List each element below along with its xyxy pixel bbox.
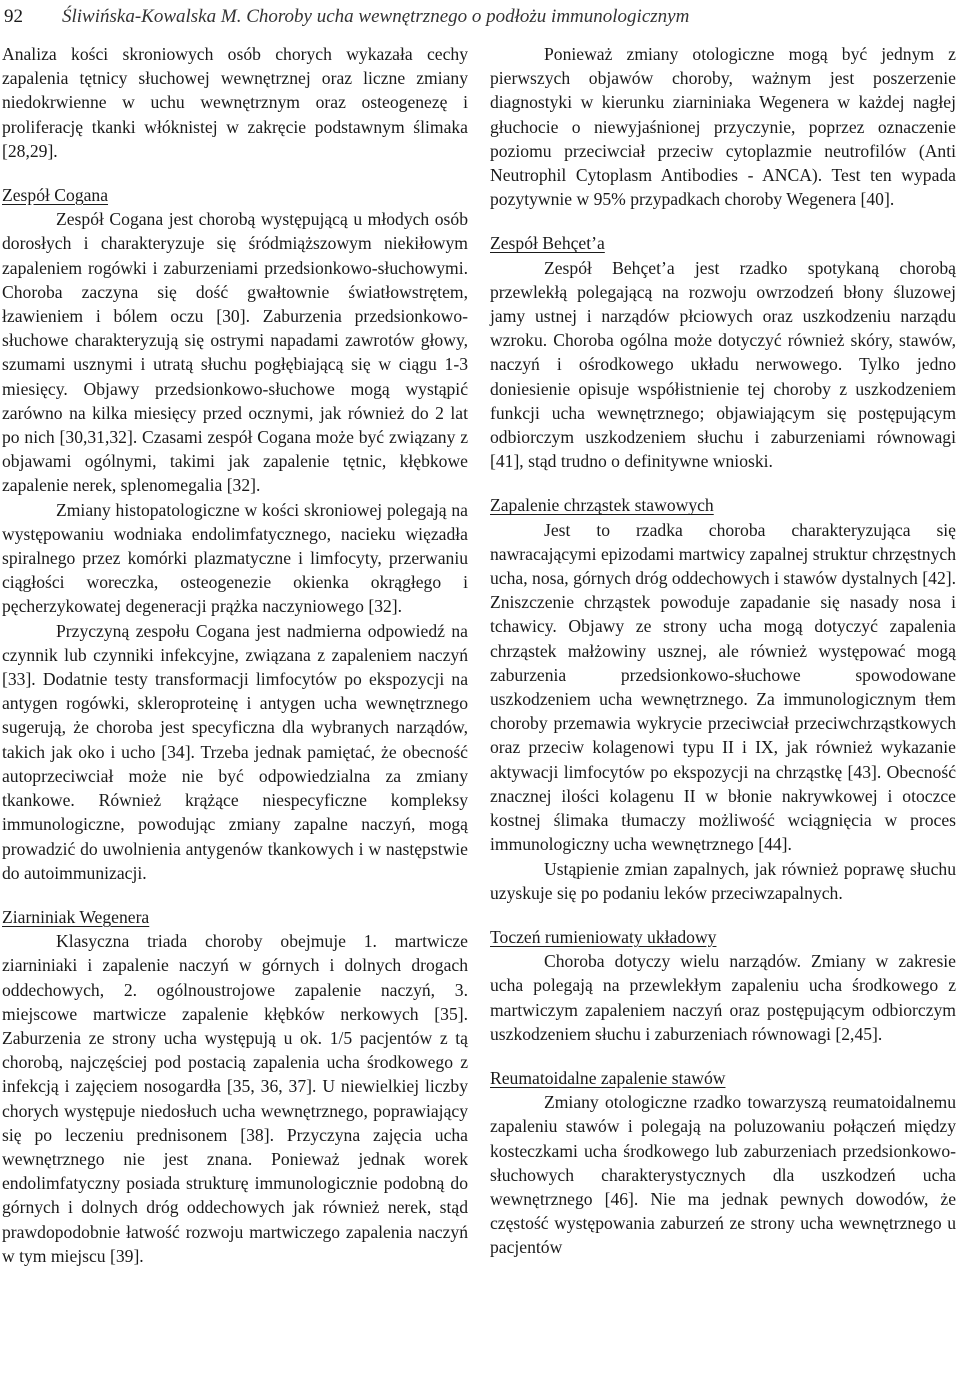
behcet-section [490, 231, 956, 473]
page-number: 92 [4, 6, 23, 27]
behcet-paragraph-1: Zespół Behçet’a jest rzadko spotykaną chorobą przewlekłą polegającą na rozwoju owrzodzeń błony śluzowej jamy ustnej i narządów płciowych oraz uszkodzeniu narządu wzroku. Choroba ogólna może dotyczyć również skóry, stawów, naczyń i ośrodkowego układu nerwowego. Tylko jedno doniesienie opisuje współistnienie tej choroby z uszkodzeniem funkcji ucha wewnętrznego; objawiającym się postępującym odbiorczym uszkodzeniem słuchu i zaburzeniami równowagi [41], stąd trudno o definitywne wnioski. [490, 257, 956, 472]
wegener-paragraph-2: Ponieważ zmiany otologiczne mogą być jednym z pierwszych objawów choroby, ważnym jest poszerzenie diagnostyki w kierunku ziarniniaka Wegenera w każdej nagłej głuchocie o niewyjaśnionej przyczynie, poprzez oznaczenie poziomu przeciwciał przeciw cytoplazmie neutrofilów (Anti Neutrophil Cytoplasm Antibodies - ANCA). Test ten wypada pozytywnie w 95% przypadkach choroby Wegenera [40]. [490, 44, 956, 210]
wegener-section [2, 905, 468, 1268]
cogan-paragraph-1: Zespół Cogana jest chorobą występującą u młodych osób dorosłych i charakteryzuje się śródmiąższowym niekiłowym zapaleniem rogówki i zaburzeniami przedsionkowo-słuchowymi. Choroba zaczyna się dość gwałtownie światłowstrętem, łzawieniem i bólem oczu [30]. Zaburzenia przedsionkowo-słuchowe charakteryzują się ostrymi napadami zawrotów głowy, szumami usznymi i utratą słuchu pogłębiającą się w ciągu 1-3 miesięcy. Objawy przedsionkowo-słuchowe mogą wystąpić zarówno na kilka miesięcy przed ocznymi, jak również do 2 lat po nich [30,31,32]. Czasami zespół Cogana może być związany z objawami ogólnymi, takimi jak zapalenie tętnic, kłębkowe zapalenie nerek, splenomegalia [32]. [2, 209, 468, 496]
cogan-paragraph-2: Zmiany histopatologiczne w kości skroniowej polegają na występowaniu wodniaka endolimfatycznego, nacieku więzadła spiralnego przez komórki plazmatyczne i limfocyty, przerwaniu ciągłości woreczka, osteogenezie okienka okrągłego i pęcherzykowatej degeneracji prążka naczyniowego [32]. [2, 499, 468, 617]
chondritis-paragraph-2: Ustąpienie zmian zapalnych, jak również poprawę słuchu uzyskuje się po podaniu leków przeciwzapalnych. [490, 858, 956, 903]
chondritis-section [490, 493, 956, 904]
running-title: Śliwińska-Kowalska M. Choroby ucha wewnętrznego o podłożu immunologicznym [62, 6, 690, 27]
ra-section [490, 1066, 956, 1260]
cogan-section [2, 183, 468, 885]
lupus-heading: Toczeń rumieniowaty układowy [490, 926, 717, 947]
wegener-paragraph-1: Klasyczna triada choroby obejmuje 1. martwicze ziarniniaki i zapalenie naczyń w górnych i dolnych drogach oddechowych, 2. ogólnoustrojowe zapalenie naczyń, 3. miejscowe martwicze zapalenie kłębków nerkowych [35]. Zaburzenia ze strony ucha występują u ok. 1/5 pacjentów z tą chorobą, najczęściej pod postacią zapalenia ucha środkowego z infekcją i zajęciem nosogardła [35, 36, 37]. U niewielkiej liczby chorych występuje niedosłuch ucha wewnętrznego, poprawiający się po leczeniu prednisonem [38]. Przyczyna zajęcia ucha wewnętrznego nie jest znana. Ponieważ jednak worek endolimfatyczny posiada strukturę immunologicznie podobną do górnych i dolnych dróg oddechowych jak również nerek, stąd prawdopodobnie łatwość rozwoju martwiczego zapalenia naczyń w tym miejscu [39]. [2, 931, 468, 1266]
ra-heading: Reumatoidalne zapalenie stawów [490, 1067, 726, 1088]
wegener-continued-section [490, 42, 956, 211]
intro-paragraph: Analiza kości skroniowych osób chorych wykazała cechy zapalenia tętnicy słuchowej wewnętrznej oraz liczne zmiany niedokrwienne w uchu wewnętrznym oraz osteogenezę i proliferację tkanki włóknistej w zakręcie podstawnym ślimaka [28,29]. [2, 44, 468, 161]
running-header [4, 4, 956, 30]
cogan-paragraph-3: Przyczyną zespołu Cogana jest nadmierna odpowiedź na czynnik lub czynniki infekcyjne, związana z zapaleniem naczyń [33]. Dodatnie testy transformacji limfocytów po ekspozycji na antygen rogówki, skleroproteinę i antygen ucha wewnętrznego sugerują, że choroba jest specyficzna dla wybranych narządów, takich jak oko i ucho [34]. Trzeba jednak pamiętać, że obecność autoprzeciwciał może nie być odpowiedzialna za zmiany tkankowe. Również krążące niespecyficzne kompleksy immunologiczne, powodując zmiany zapalne naczyń, mogą prowadzić do uwolnienia antygenów tkankowych i w następstwie do autoimmunizacji. [2, 620, 468, 883]
chondritis-heading: Zapalenie chrząstek stawowych [490, 495, 714, 516]
cogan-heading: Zespół Cogana [2, 185, 109, 206]
lupus-section [490, 925, 956, 1046]
intro-section [2, 42, 468, 163]
left-column [2, 42, 468, 1268]
ra-paragraph-1: Zmiany otologiczne rzadko towarzyszą reumatoidalnemu zapaleniu stawów i polegają na poluzowaniu połączeń między kosteczkami ucha środkowego lub zaburzeniach przedsionkowo-słuchowych charakterystycznych dla uszkodzeń ucha wewnętrznego [46]. Nie ma jednak pewnych dowodów, że częstość występowania zaburzeń ze strony ucha wewnętrznego u pacjentów [490, 1092, 956, 1258]
wegener-heading: Ziarniniak Wegenera [2, 906, 150, 927]
lupus-paragraph-1: Choroba dotyczy wielu narządów. Zmiany w zakresie ucha polegają na przewlekłym zapaleniu ucha środkowego z martwiczym zapaleniem naczyń oraz postępującym odbiorczym uszkodzeniem słuchu i zaburzeniach równowagi [2,45]. [490, 951, 956, 1044]
chondritis-paragraph-1: Jest to rzadka choroba charakteryzująca się nawracającymi epizodami martwicy zapalnej struktur chrzęstnych ucha, nosa, górnych dróg oddechowych i stawów dystalnych [42]. Zniszczenie chrząstek powoduje zapadanie się nasady nosa i tchawicy. Objawy ze strony ucha mogą dotyczyć zapalenia chrząstek małżowiny usznej, ale również występować mogą zaburzenia przedsionkowo-słuchowe spowodowane uszkodzeniem ucha wewnętrznego. Za immunologicznym tłem choroby przemawia wykrycie przeciwciał przeciwchrząstkowych oraz przeciw kolagenowi typu II i IX, jak również wykazanie aktywacji limfocytów po ekspozycji na chrząstkę [43]. Obecność znacznej ilości kolagenu II w błonie nakrywkowej i otoczce kostnej ślimaka tłumaczy możliwość wciągnięcia w proces immunologiczny ucha wewnętrznego [44]. [490, 519, 956, 855]
behcet-heading: Zespół Behçet’a [490, 233, 605, 254]
right-column [490, 42, 956, 1260]
